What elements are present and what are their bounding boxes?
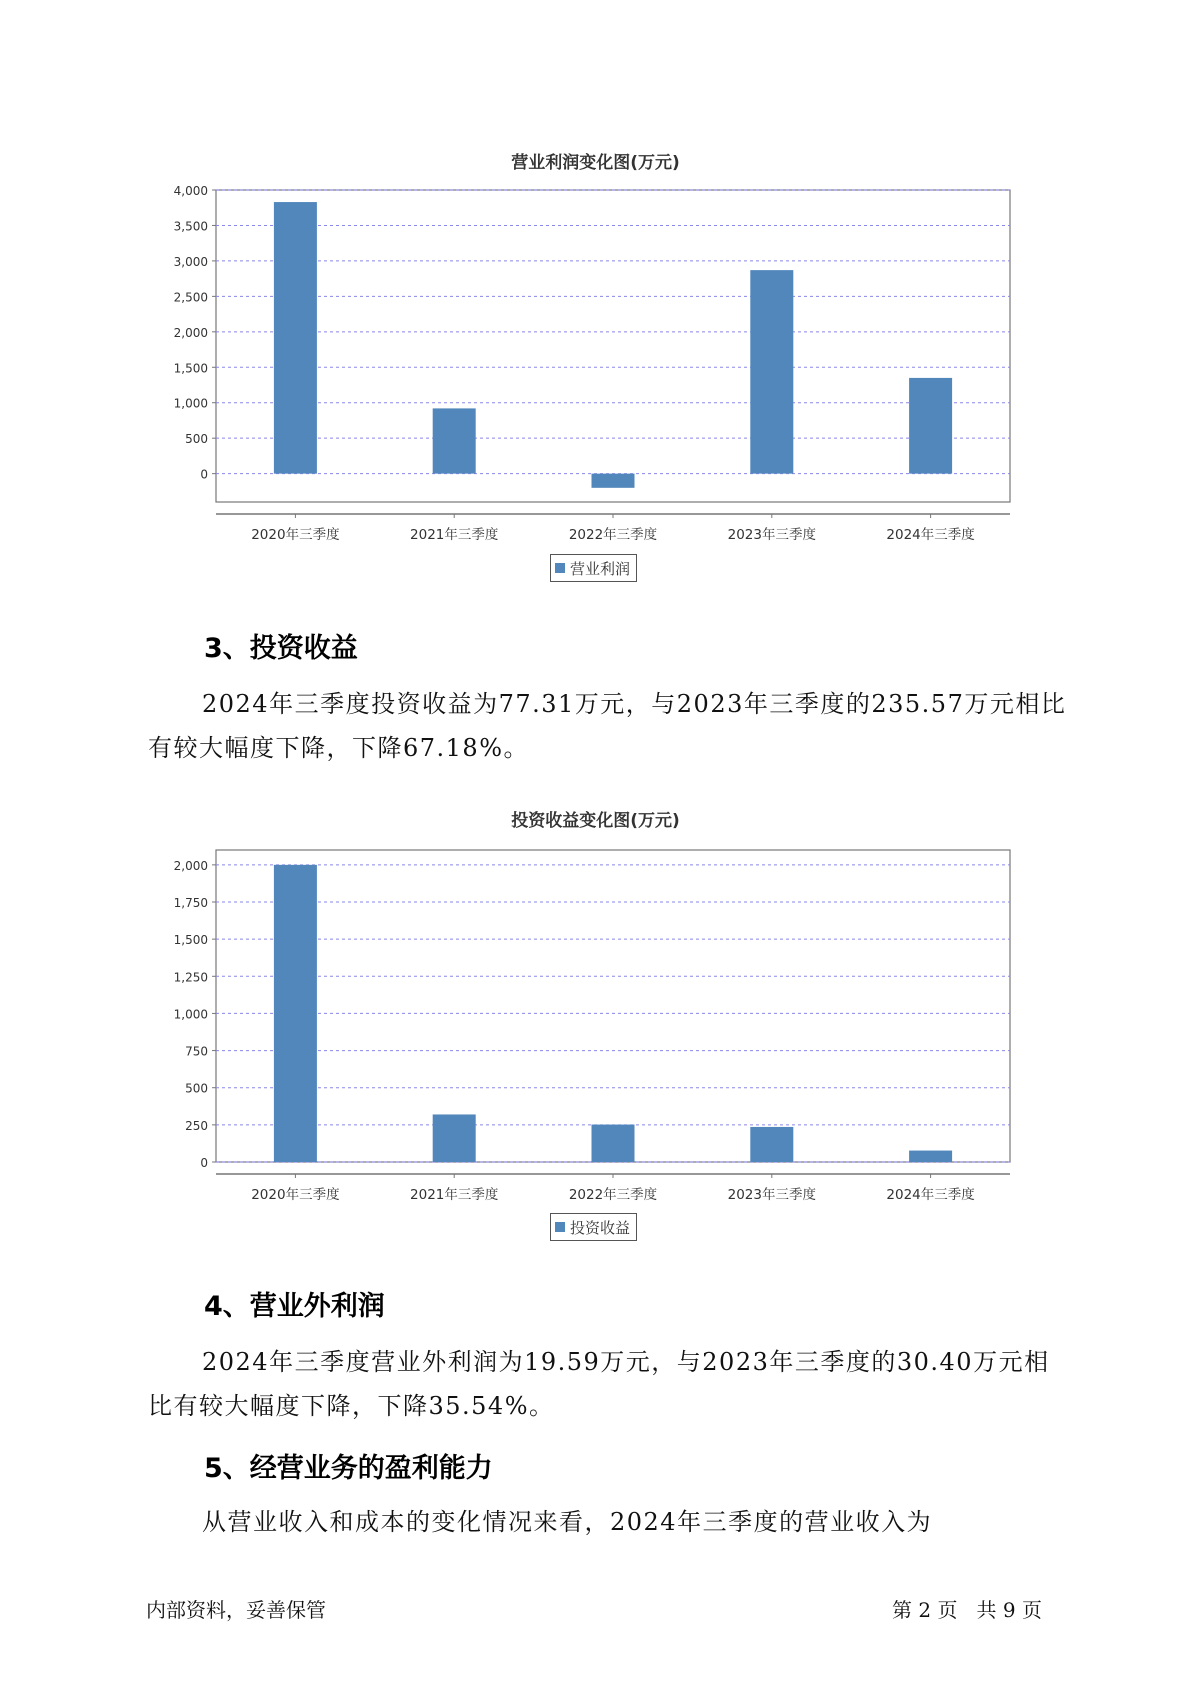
plot-area [216, 190, 1010, 502]
section3-heading: 3、投资收益 [204, 633, 358, 664]
bar-2024年三季度 [909, 1151, 952, 1162]
investment-income-chart [0, 830, 1191, 1210]
y-tick-label: 2,000 [173, 325, 208, 340]
y-tick-label: 2,500 [173, 290, 208, 305]
bar-2022年三季度 [592, 474, 635, 488]
y-tick-label: 1,250 [173, 970, 208, 985]
chart1-legend [550, 554, 637, 582]
y-tick-label: 250 [185, 1118, 208, 1133]
plot-area [216, 850, 1010, 1162]
legend-swatch-icon [555, 1222, 565, 1232]
bar-2021年三季度 [433, 1114, 476, 1162]
bar-2024年三季度 [909, 378, 952, 474]
chart2-title: 投资收益变化图(万元) [511, 811, 680, 831]
y-tick-label: 0 [200, 467, 208, 482]
section5-paragraph: 从营业收入和成本的变化情况来看，2024年三季度的营业收入为 [202, 1508, 933, 1536]
y-tick-label: 500 [185, 1081, 208, 1096]
footer-left: 内部资料，妥善保管 [146, 1598, 326, 1622]
chart2-legend [550, 1213, 637, 1241]
operating-profit-chart [0, 170, 1191, 550]
y-tick-label: 1,500 [173, 361, 208, 376]
chart1-title: 营业利润变化图(万元) [511, 153, 680, 173]
y-tick-label: 1,000 [173, 396, 208, 411]
y-tick-label: 1,750 [173, 896, 208, 910]
section4-paragraph: 2024年三季度营业外利润为19.59万元，与2023年三季度的30.40万元相比有较大幅度下降，下降35.54%。 [148, 1348, 1050, 1420]
y-tick-label: 1,500 [173, 933, 208, 948]
x-tick-label: 2022年三季度 [568, 1187, 658, 1203]
y-tick-label: 0 [200, 1156, 208, 1170]
x-tick-label: 2021年三季度 [410, 1187, 499, 1203]
bar-2023年三季度 [750, 270, 793, 474]
x-tick-label: 2020年三季度 [251, 1187, 340, 1203]
x-tick-label: 2024年三季度 [886, 527, 975, 543]
x-tick-label: 2023年三季度 [727, 1187, 816, 1203]
x-tick-label: 2023年三季度 [727, 527, 816, 543]
chart2-legend-label: 投资收益 [570, 1218, 631, 1237]
x-tick-label: 2020年三季度 [251, 527, 340, 543]
y-tick-label: 500 [185, 432, 208, 447]
chart1-legend-label: 营业利润 [570, 559, 631, 578]
y-tick-label: 1,000 [173, 1007, 208, 1022]
bar-2020年三季度 [274, 202, 317, 474]
bar-2021年三季度 [433, 408, 476, 473]
section5-heading: 5、经营业务的盈利能力 [204, 1453, 493, 1484]
y-tick-label: 3,500 [173, 219, 208, 234]
y-tick-label: 750 [185, 1044, 208, 1059]
y-tick-label: 2,000 [173, 858, 208, 873]
y-tick-label: 4,000 [173, 184, 208, 198]
section4-heading: 4、营业外利润 [204, 1291, 385, 1322]
x-tick-label: 2024年三季度 [886, 1187, 975, 1203]
x-tick-label: 2022年三季度 [568, 527, 658, 543]
bar-2023年三季度 [750, 1127, 793, 1162]
bar-2022年三季度 [592, 1125, 635, 1162]
section3-paragraph: 2024年三季度投资收益为77.31万元，与2023年三季度的235.57万元相比有较大幅度下降，下降67.18%。 [148, 690, 1067, 762]
y-tick-label: 3,000 [173, 254, 208, 269]
bar-2020年三季度 [274, 865, 317, 1162]
legend-swatch-icon [555, 563, 565, 573]
x-tick-label: 2021年三季度 [410, 527, 499, 543]
footer-page-number: 第 2 页 共 9 页 [892, 1598, 1042, 1622]
